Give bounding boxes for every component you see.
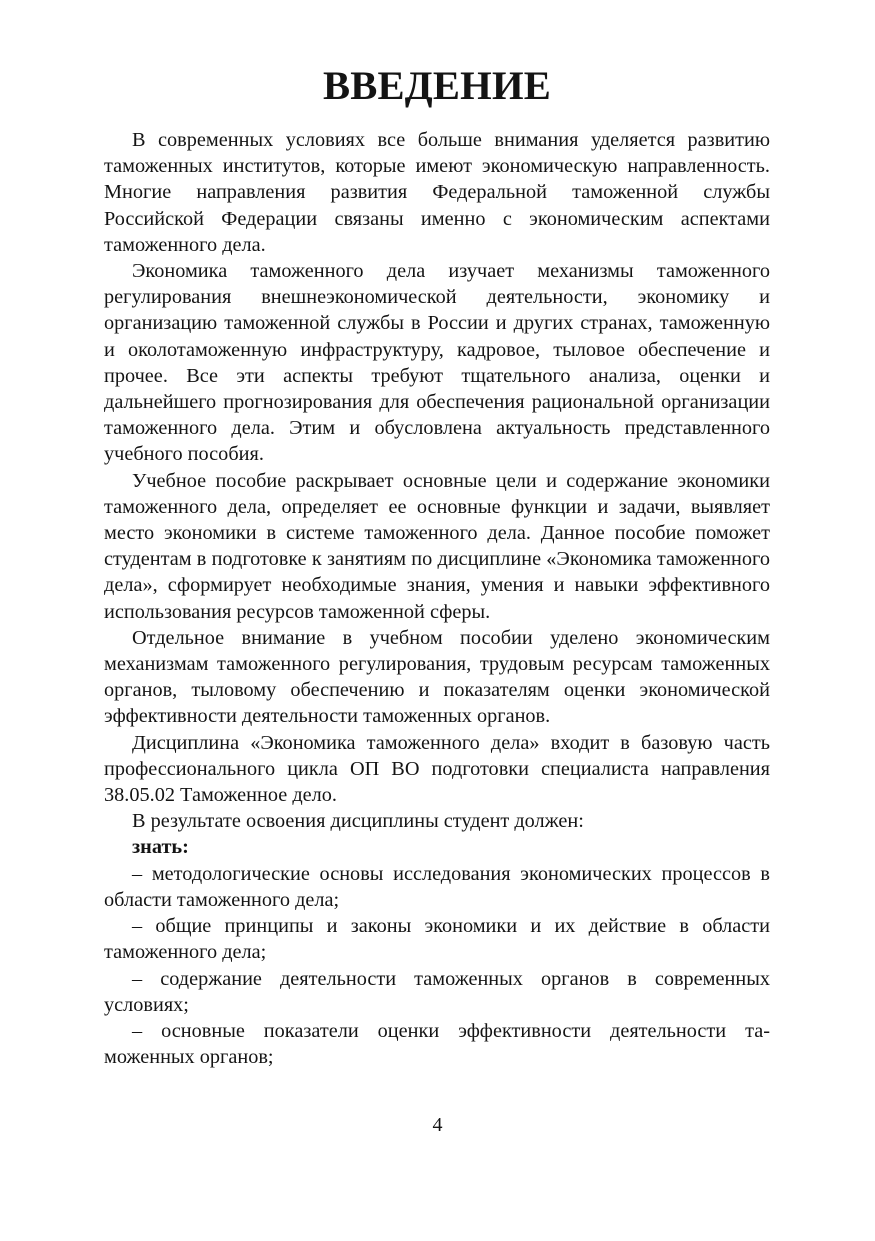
paragraph-economics: Экономика таможенного дела изучает механизмы таможенного регулирования внешнеэкономической деятельности, экономику и организацию таможенной службы в России и других странах, таможенную и околотаможенную инфраструктуру, кадровое, тыловое обеспечение и прочее. Все эти аспекты требуют тщательного анализа, оценки и дальнейшего прогнозирования для обеспечения рациональной организации таможенного дела. Этим и обусловлена актуальность представленного учебного пособия. bbox=[104, 260, 770, 466]
paragraph-discipline: Дисциплина «Экономика таможенного дела» входит в базовую часть профессионального цикла ОП ВО подготовки специалиста направления 38.05.02 Таможенное дело. bbox=[104, 731, 770, 807]
paragraph-attention: Отдельное внимание в учебном пособии уделено экономическим механизмам таможенного регулирования, трудовым ресурсам таможенных органов, тыловому обеспечению и показателям оценки экономической эффективности деятельности таможенных органов. bbox=[104, 626, 770, 728]
list-item: – основные показатели оценки эффективности деятельности таможенных органов; bbox=[104, 1019, 770, 1069]
document-page bbox=[104, 63, 770, 1070]
list-item: – методологические основы исследования экономических процессов в области таможенного дела; bbox=[104, 862, 770, 911]
section-title: ВВЕДЕНИЕ bbox=[323, 63, 551, 108]
list-item: – содержание деятельности таможенных органов в современных условиях; bbox=[104, 967, 770, 1016]
paragraph-textbook: Учебное пособие раскрывает основные цели и содержание экономики таможенного дела, определяет ее основные функции и задачи, выявляет место экономики в системе таможенного дела. Данное пособие поможет студентам в подготовке к занятиям по дисциплине «Экономика таможенного дела», сформирует необходимые знания, умения и навыки эффективного использования ресурсов таможенной сферы. bbox=[104, 469, 770, 623]
list-item: – общие принципы и законы экономики и их действие в области таможенного дела; bbox=[104, 915, 770, 964]
paragraph-intro: В современных условиях все больше внимания уделяется развитию таможенных институтов, которые имеют экономическую направленность. Многие направления развития Федеральной таможенной службы Российской Федерации связаны именно с экономическим аспектами таможенного дела. bbox=[104, 129, 770, 256]
page-number: 4 bbox=[432, 1114, 443, 1136]
paragraph-outcome: В результате освоения дисциплины студент должен: bbox=[132, 810, 584, 833]
know-label: знать: bbox=[132, 836, 189, 859]
